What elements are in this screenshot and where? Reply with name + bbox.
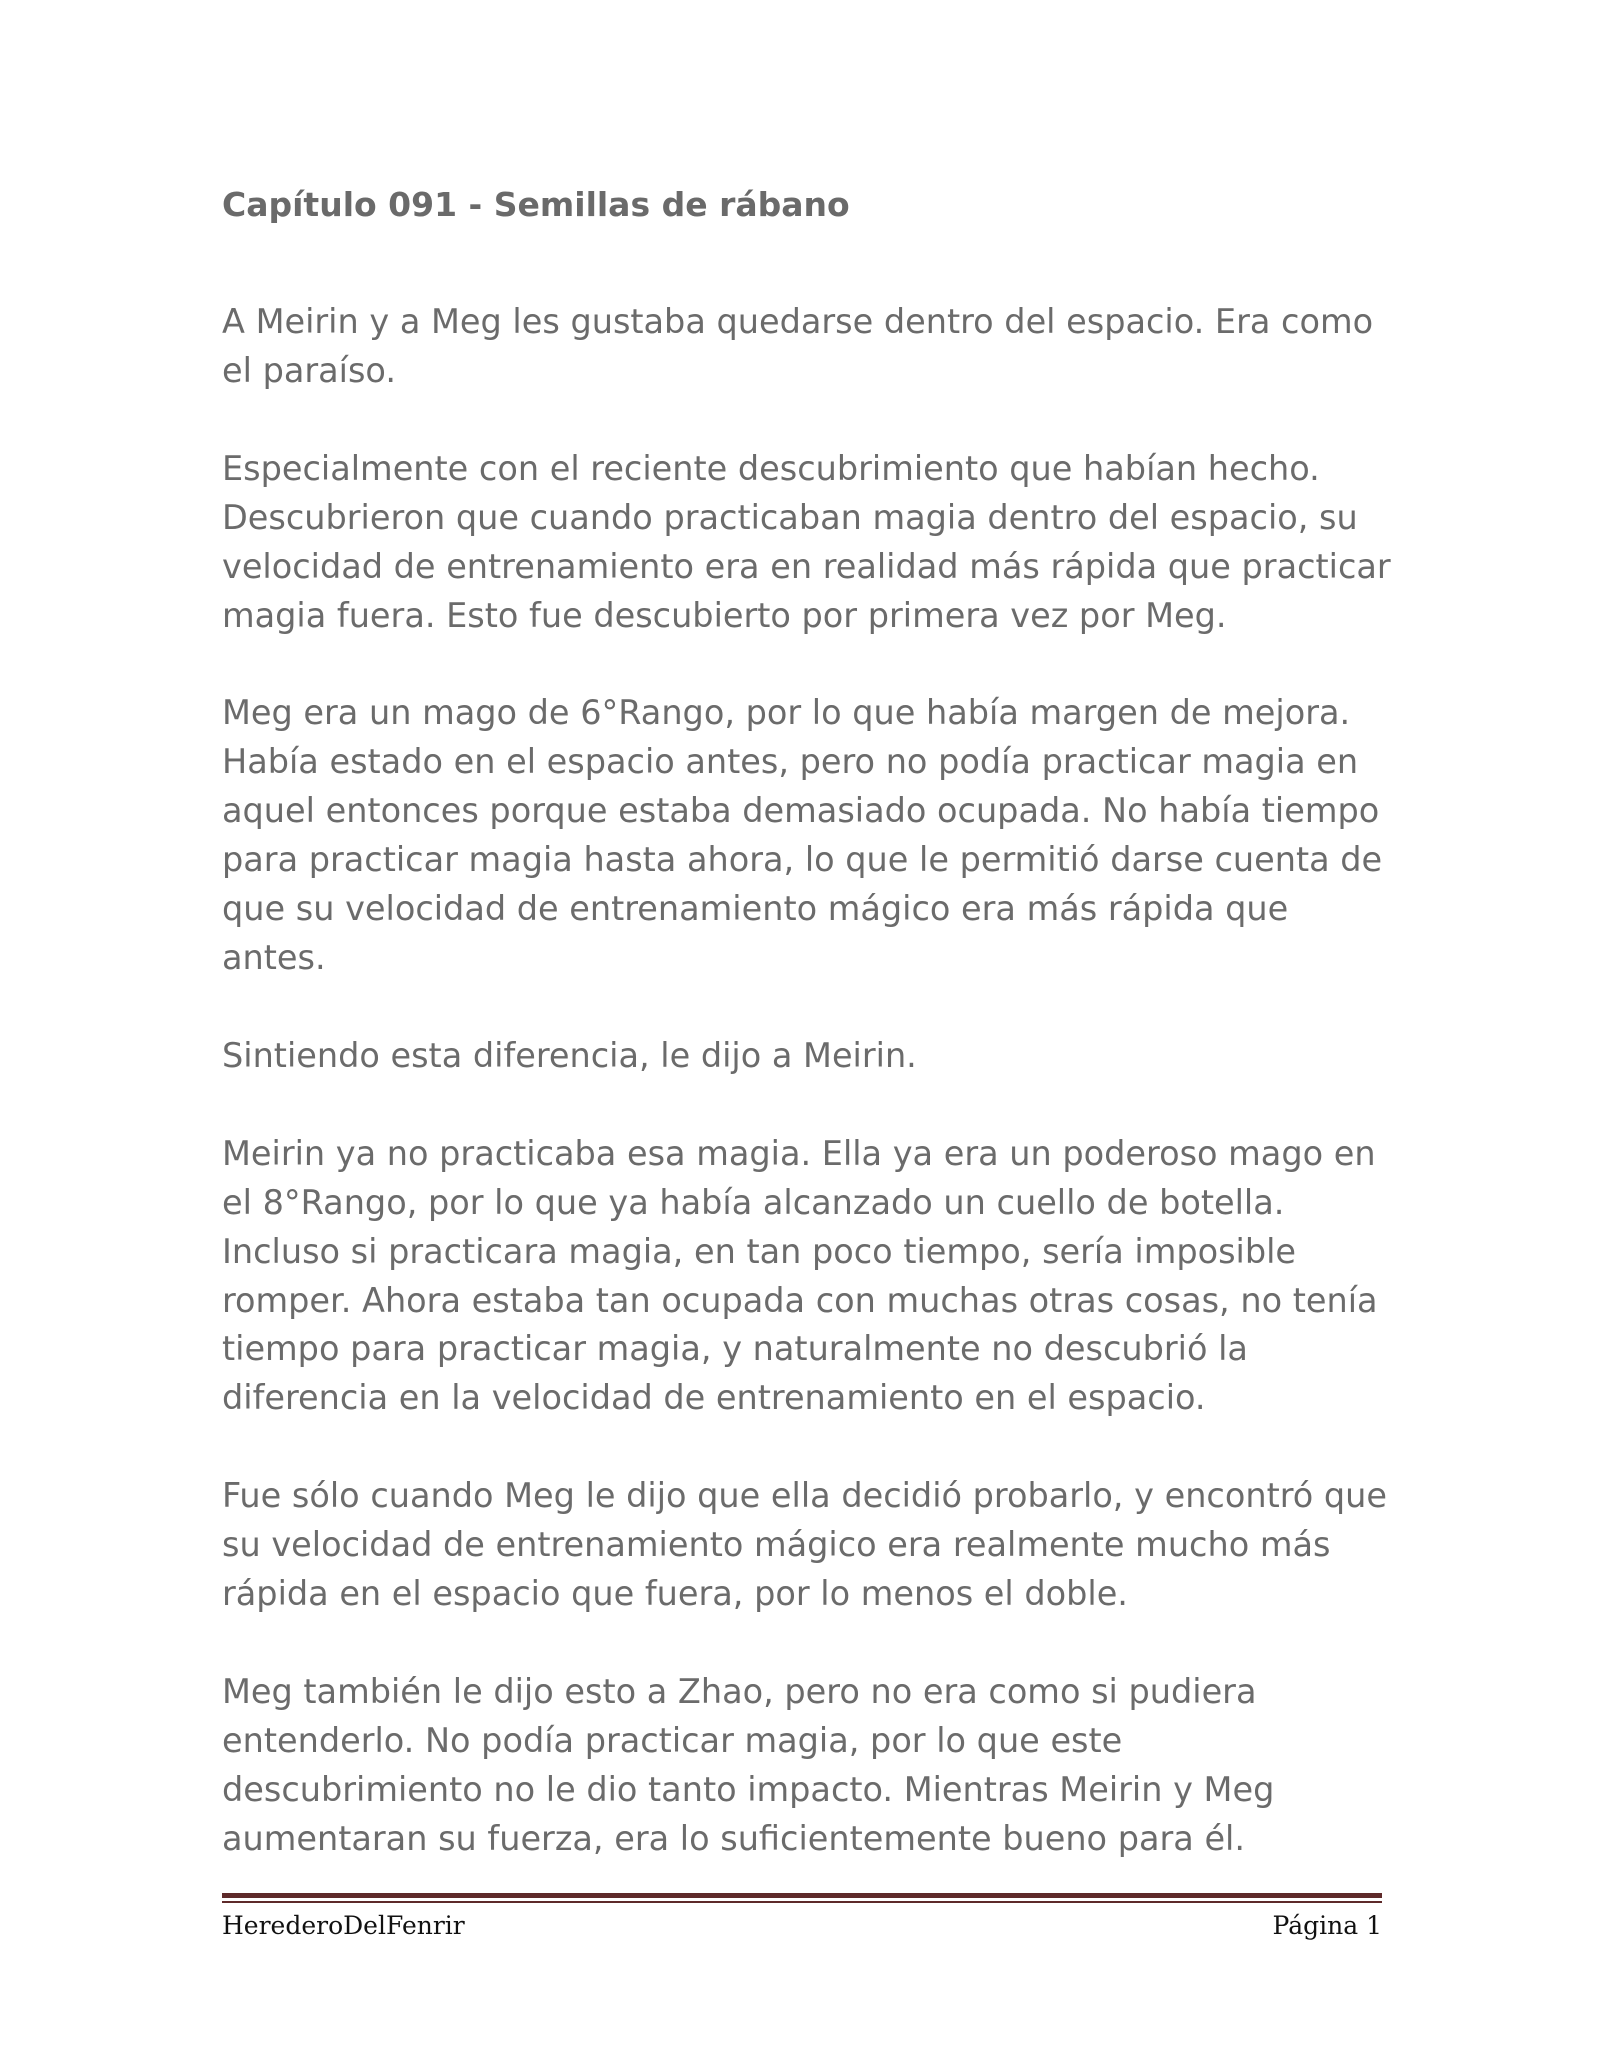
- paragraph-6: Fue sólo cuando Meg le dijo que ella decidió probarlo, y encontró que su velocidad de entrenamiento mágico era realmente mucho más rápida en el espacio que fuera, por lo menos el doble.: [222, 1476, 1387, 1614]
- chapter-title: Capítulo 091 - Semillas de rábano: [222, 185, 850, 224]
- footer-page-number: Página 1: [1272, 1911, 1382, 1940]
- page-footer: [222, 1906, 1382, 1946]
- paragraph-4: Sintiendo esta diferencia, le dijo a Meirin.: [222, 1035, 917, 1075]
- footer-divider-thin: [222, 1901, 1382, 1903]
- paragraph-2: Especialmente con el reciente descubrimiento que habían hecho. Descubrieron que cuando practicaban magia dentro del espacio, su velocidad de entrenamiento era en realidad más rápida que practicar magia fuera. Esto fue descubierto por primera vez por Meg.: [222, 448, 1391, 635]
- paragraph-3: Meg era un mago de 6°Rango, por lo que había margen de mejora. Había estado en el espacio antes, pero no podía practicar magia en aquel entonces porque estaba demasiado ocupada. No había tiempo para practicar magia hasta ahora, lo que le permitió darse cuenta de que su velocidad de entrenamiento mágico era más rápida que antes.: [222, 693, 1383, 977]
- paragraph-5: Meirin ya no practicaba esa magia. Ella ya era un poderoso mago en el 8°Rango, por lo que ya había alcanzado un cuello de botella. Incluso si practicara magia, en tan poco tiempo, sería imposible romper. Ahora estaba tan ocupada con muchas otras cosas, no tenía tiempo para practicar magia, y naturalmente no descubrió la diferencia en la velocidad de entrenamiento en el espacio.: [222, 1133, 1378, 1418]
- paragraph-1: A Meirin y a Meg les gustaba quedarse dentro del espacio. Era como el paraíso.: [222, 302, 1374, 390]
- footer-divider-thick: [222, 1893, 1382, 1898]
- footer-author: HerederoDelFenrir: [222, 1911, 465, 1940]
- page-body: [222, 178, 1392, 1913]
- paragraph-7: Meg también le dijo esto a Zhao, pero no era como si pudiera entenderlo. No podía practicar magia, por lo que este descubrimiento no le dio tanto impacto. Mientras Meirin y Meg aumentaran su fuerza, era lo suficientemente bueno para él.: [222, 1671, 1275, 1858]
